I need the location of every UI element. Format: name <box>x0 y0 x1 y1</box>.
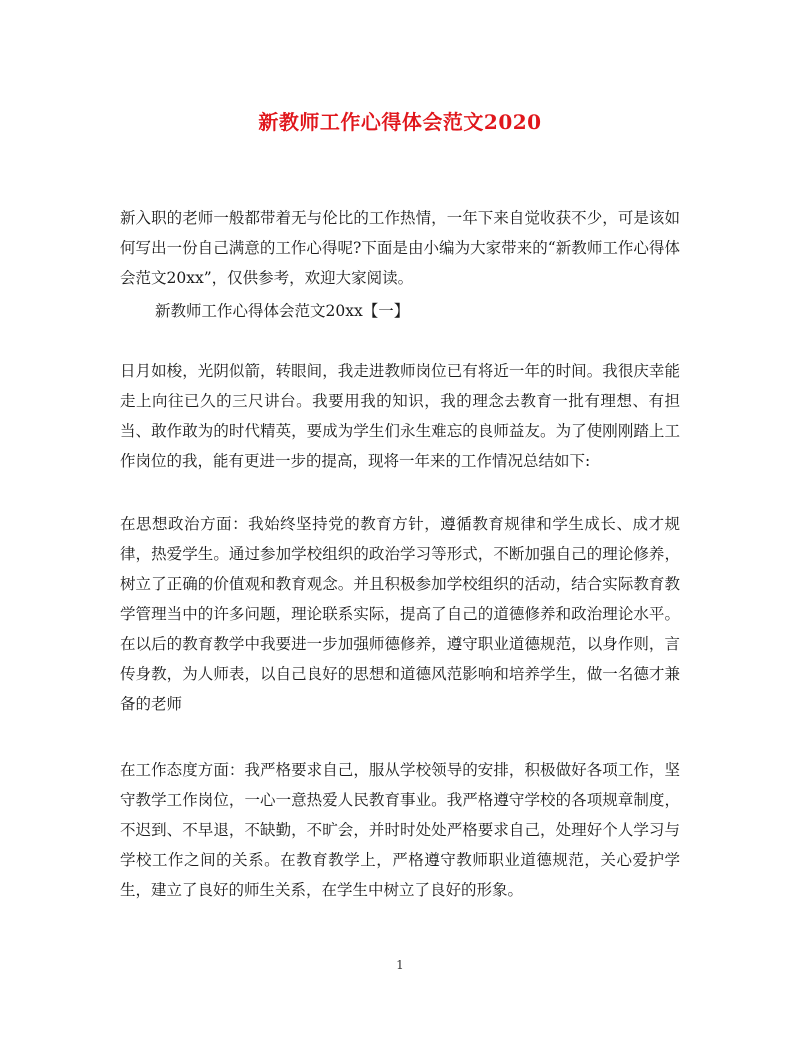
section-subtitle: 新教师工作心得体会范文20xx【一】 <box>155 302 410 320</box>
body-paragraph-3: 在工作态度方面：我严格要求自己，服从学校领导的安排，积极做好各项工作，坚守教学工作岗位，一心一意热爱人民教育事业。我严格遵守学校的各项规章制度，不迟到、不早退，不缺勤，不旷会，并时时处处严格要求自己，处理好个人学习与学校工作之间的关系。在教育教学上，严格遵守教师职业道德规范，关心爱护学生，建立了良好的师生关系，在学生中树立了良好的形象。 <box>120 761 680 899</box>
body-paragraph-1: 日月如梭，光阴似箭，转眼间，我走进教师岗位已有将近一年的时间。我很庆幸能走上向往已久的三尺讲台。我要用我的知识，我的理念去教育一批有理想、有担当、敢作敢为的时代精英，要成为学生们永生难忘的良师益友。为了使刚刚踏上工作岗位的我，能有更进一步的提高，现将一年来的工作情况总结如下: <box>120 362 680 470</box>
page-number: 1 <box>396 958 404 972</box>
page-title: 新教师工作心得体会范文2020 <box>258 110 542 134</box>
body-paragraph-2: 在思想政治方面：我始终坚持党的教育方针，遵循教育规律和学生成长、成才规律，热爱学生。通过参加学校组织的政治学习等形式，不断加强自己的理论修养，树立了正确的价值观和教育观念。并且积极参加学校组织的活动，结合实际教育教学管理当中的许多问题，理论联系实际，提高了自己的道德修养和政治理论水平。在以后的教育教学中我要进一步加强师德修养，遵守职业道德规范，以身作则，言传身教，为人师表，以自己良好的思想和道德风范影响和培养学生，做一名德才兼备的老师 <box>120 515 680 713</box>
intro-paragraph: 新入职的老师一般都带着无与伦比的工作热情，一年下来自觉收获不少，可是该如何写出一份自己满意的工作心得呢?下面是由小编为大家带来的“新教师工作心得体会范文20xx”，仅供参考，欢迎大家阅读。 <box>120 209 680 287</box>
